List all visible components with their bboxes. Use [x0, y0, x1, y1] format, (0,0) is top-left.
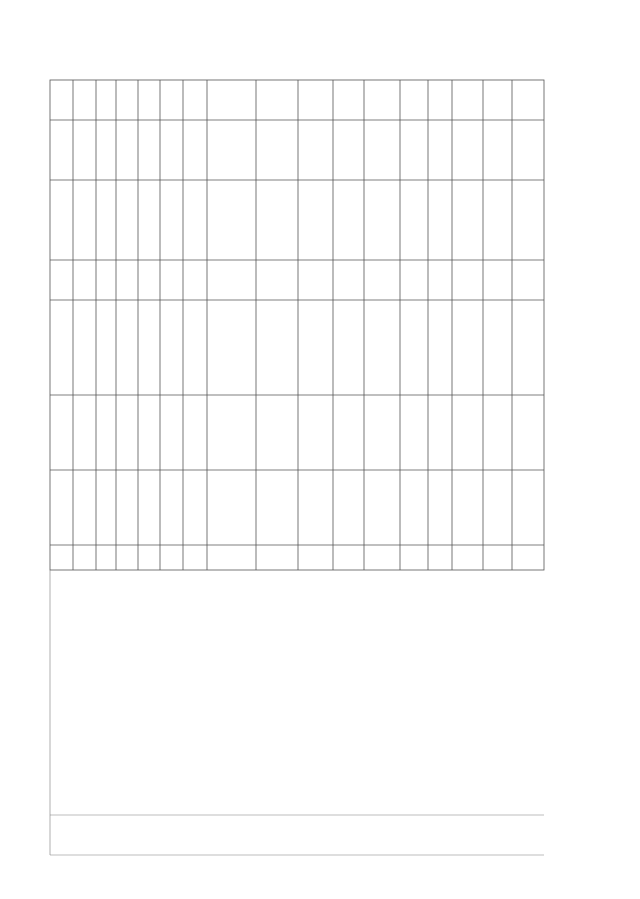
column-rules [50, 120, 544, 545]
table-frame [50, 80, 544, 570]
row-rules [73, 80, 512, 570]
